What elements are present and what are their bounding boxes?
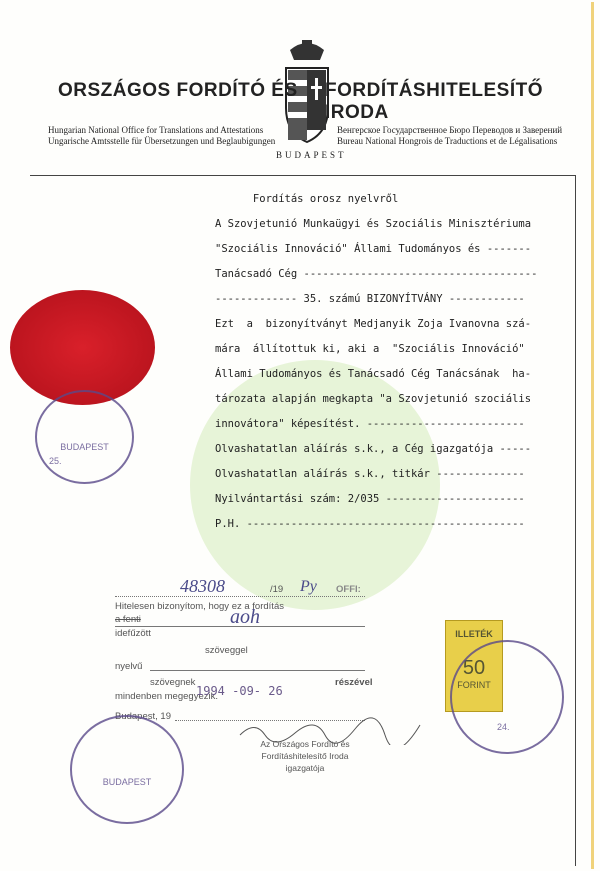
form-line-certify: Hitelesen bizonyítom, hogy ez a fordítás: [115, 601, 284, 612]
translation-line: tározata alapján megkapta "a Szovjetunió szociális: [215, 393, 532, 405]
translation-line: innovátora" képesítést. -------------------------: [215, 418, 525, 430]
fee-label: ILLETÉK: [455, 629, 493, 639]
red-wax-seal: [10, 290, 155, 405]
translation-line: Tanácsadó Cég -------------------------------------: [215, 268, 538, 280]
stamp-date: 24.: [497, 722, 510, 732]
date-stamp: 1994 -09- 26: [196, 684, 283, 698]
office-title-right: FORDÍTÁSHITELESÍTŐ IRODA: [325, 80, 543, 123]
handwritten-year: Py: [300, 578, 317, 595]
caption-line: Az Országos Fordító és: [260, 739, 350, 749]
header-city: BUDAPEST: [276, 150, 347, 160]
translation-line: ------------- 35. számú BIZONYÍTVÁNY ------------: [215, 293, 525, 305]
stamp-city: BUDAPEST: [60, 442, 109, 452]
translation-line: Fordítás orosz nyelvről: [215, 193, 399, 205]
form-line-szoveggel: szöveggel: [205, 645, 248, 656]
translation-line: Nyilvántartási szám: 2/035 ----------------------: [215, 493, 525, 505]
translation-line: mára állítottuk ki, aki a "Szociális Innováció": [215, 343, 525, 355]
form-line-budapest: Budapest, 19: [115, 711, 171, 722]
subtitle-ru: Венгерское Государственное Бюро Переводов и Заверений: [337, 125, 563, 135]
form-line-nyelvu: nyelvű: [115, 661, 143, 672]
stamp-city: BUDAPEST: [102, 777, 152, 787]
form-line-fenti: a fenti: [115, 614, 141, 625]
subtitle-en: Hungarian National Office for Translations and Attestations: [48, 125, 264, 135]
translation-line: A Szovjetunió Munkaügyi és Szociális Minisztériuma: [215, 218, 532, 230]
subtitle-fr: Bureau National Hongrois de Traductions et de Légalisations: [337, 136, 558, 146]
handwritten-number: 48308: [180, 576, 225, 596]
translation-line: Olvashatatlan aláírás s.k., titkár --------------: [215, 468, 525, 480]
round-stamp-left: [35, 390, 134, 484]
round-stamp-bottom: [70, 715, 184, 824]
translation-line: "Szociális Innováció" Állami Tudományos és -------: [215, 243, 532, 255]
round-stamp-right: [450, 640, 564, 754]
year-prefix: /19: [270, 584, 284, 595]
translation-line: Olvashatatlan aláírás s.k., a Cég igazgatója -----: [215, 443, 532, 455]
fee-value: 50: [462, 657, 486, 679]
form-line-idefuzott: idefűzött: [115, 628, 151, 639]
translation-line: P.H. --------------------------------------------: [215, 518, 525, 530]
stamp-date: 25.: [49, 456, 62, 466]
offi-label: OFFI:: [336, 584, 361, 595]
form-line-szovegnek: szövegnek: [150, 677, 196, 688]
form-line-reszevel: részével: [335, 677, 373, 688]
signature-caption: [255, 738, 355, 774]
form-line-megegyezik: mindenben megegyezik.: [115, 691, 218, 702]
translation-line: Állami Tudományos és Tanácsadó Cég Tanácsának ha-: [215, 368, 532, 380]
caption-line: Fordításhitelesítő Iroda: [261, 751, 349, 761]
subtitle-de: Ungarische Amtsstelle für Übersetzungen und Beglaubigungen: [48, 136, 276, 146]
office-title-left: ORSZÁGOS FORDÍTÓ ÉS: [58, 80, 298, 101]
translation-line: Ezt a bizonyítványt Medjanyik Zoja Ivanovna szá-: [215, 318, 532, 330]
handwritten-initials: aoh: [230, 606, 260, 628]
fee-unit: FORINT: [457, 680, 491, 690]
caption-line: igazgatója: [285, 763, 325, 773]
